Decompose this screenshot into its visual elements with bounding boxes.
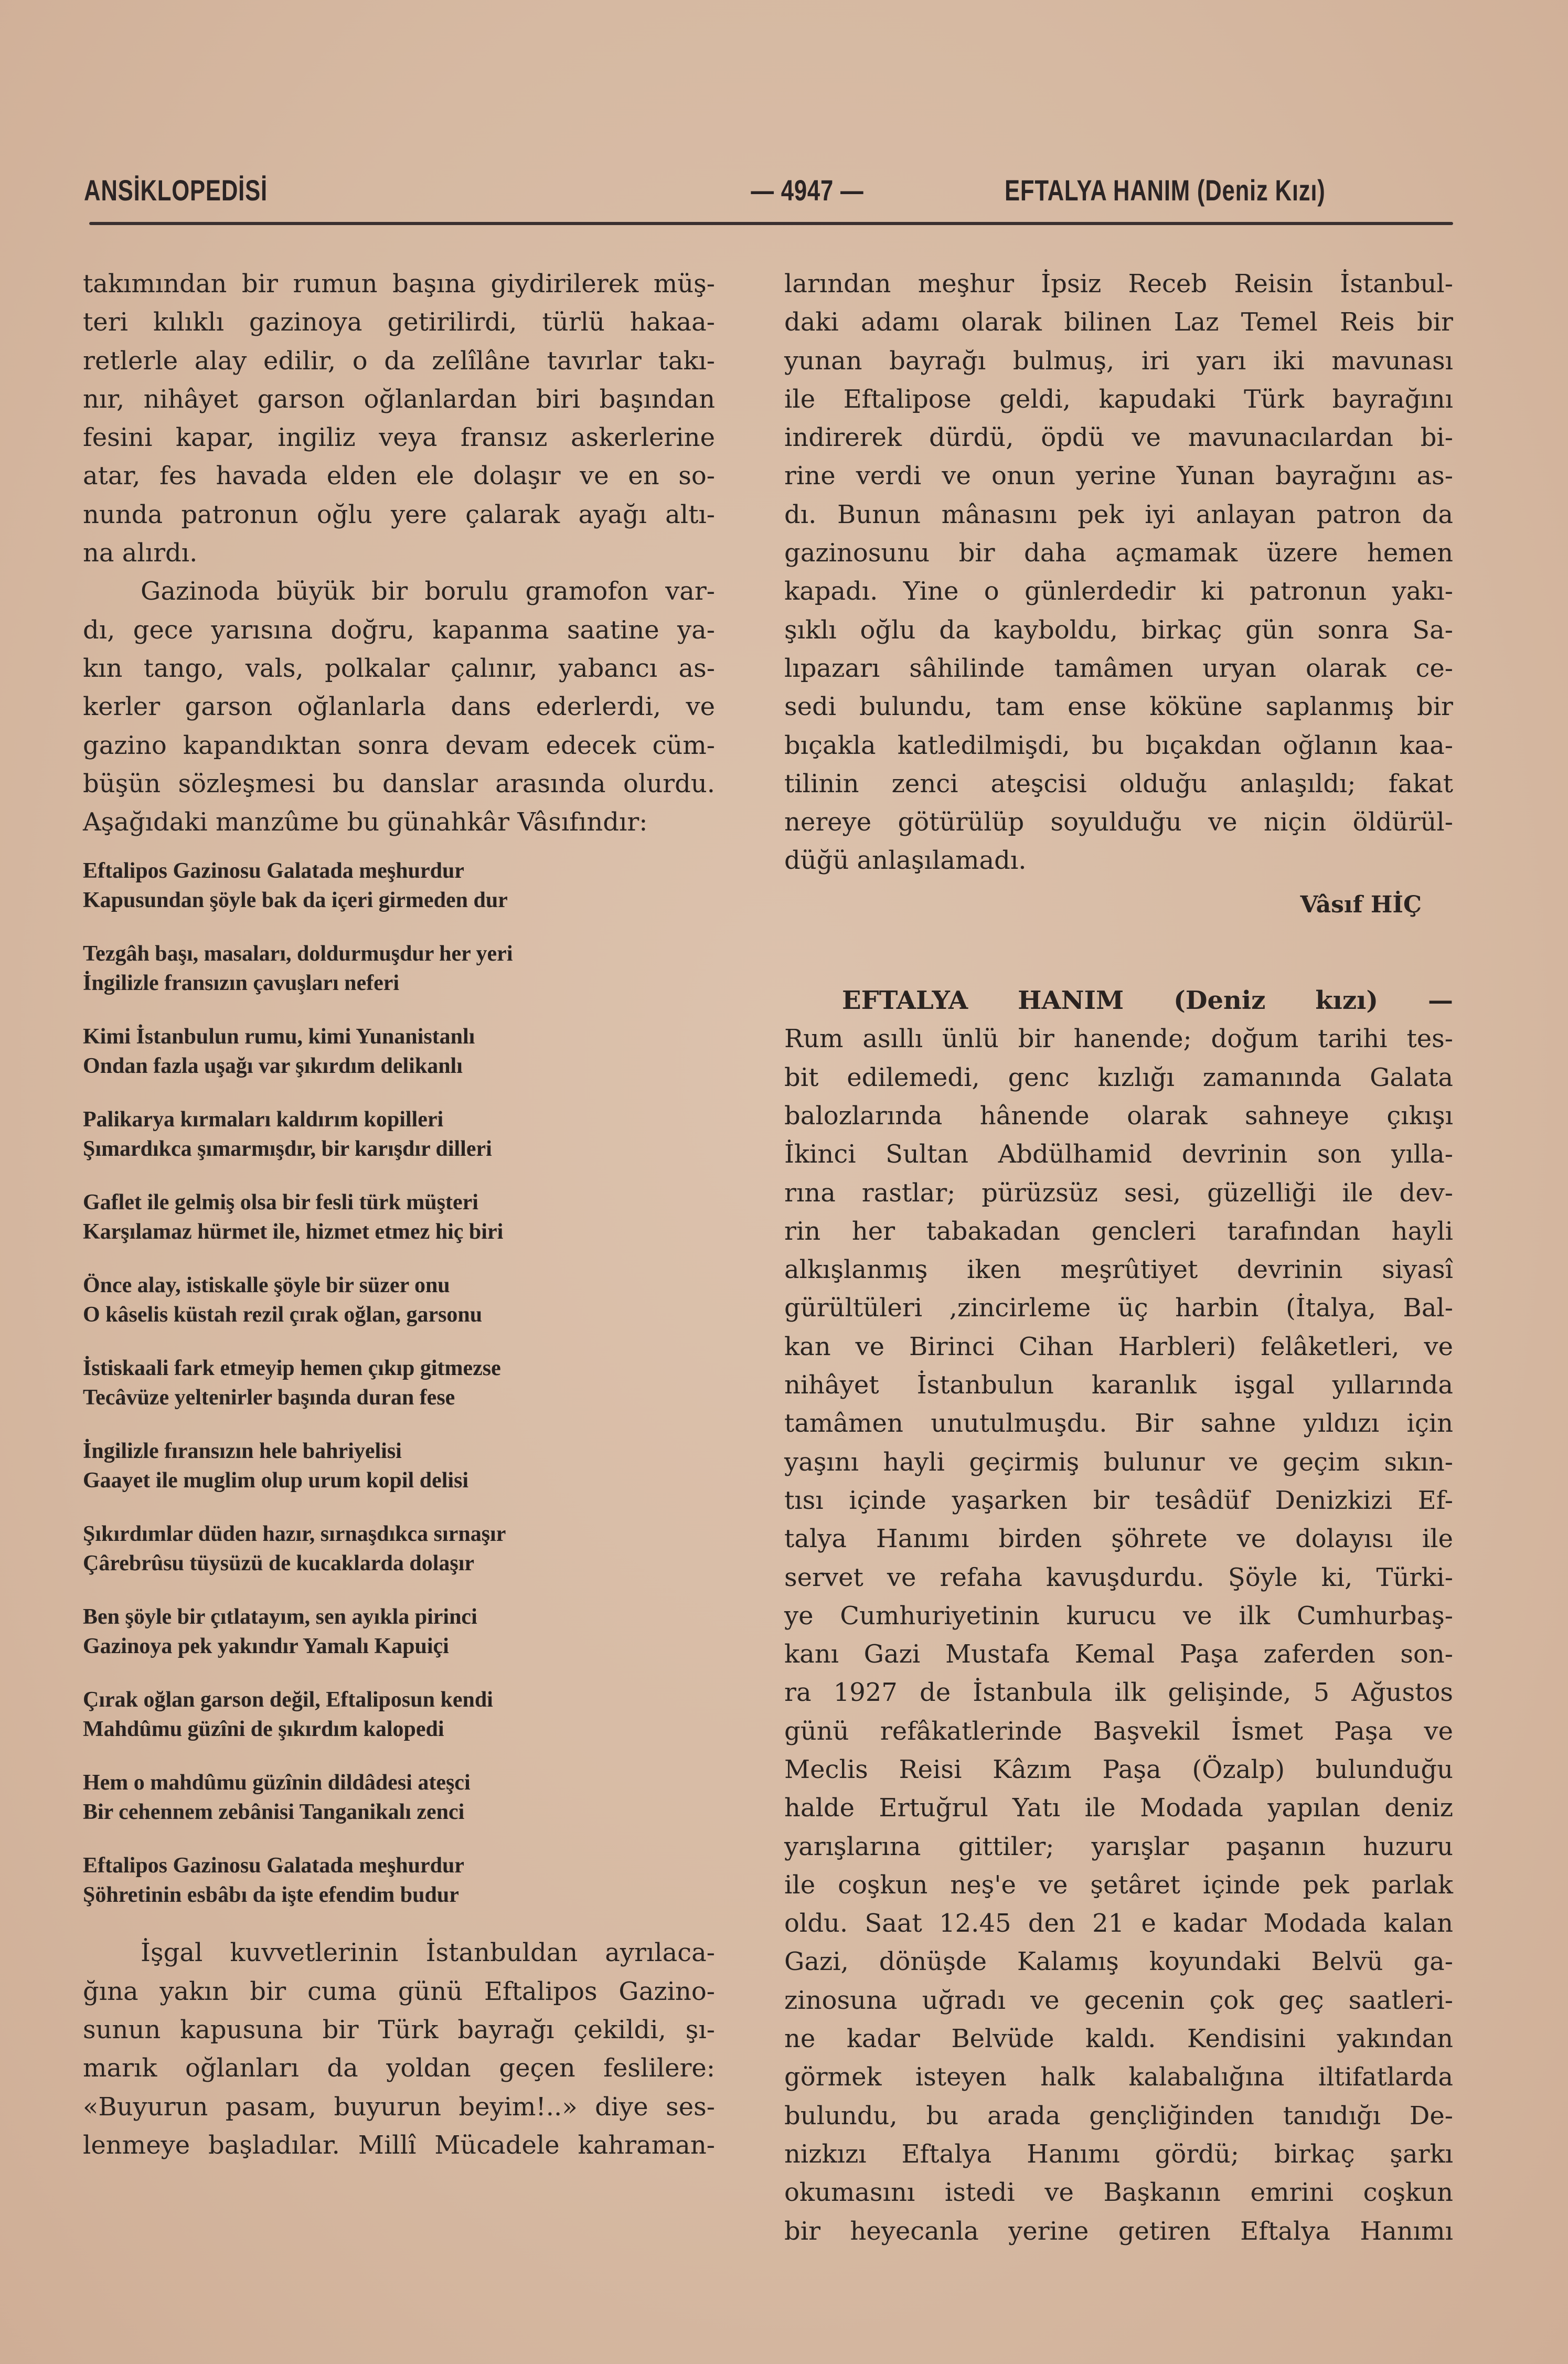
poem-stanza — [83, 1436, 715, 1495]
poem-verse: Tecâvüze yeltenirler başında duran fese — [83, 1386, 455, 1410]
text-line: bulundu, bu arada gençliğinden tanıdığı De- — [784, 2101, 1453, 2131]
text-line: ile coşkun neş'e ve şetâret içinde pek parlak — [784, 1870, 1453, 1900]
poem-verse: Çârebrûsu tüysüzü de kucaklarda dolaşır — [83, 1551, 475, 1576]
text-line: görmek isteyen halk kalabalığına iltifatlarda — [784, 2062, 1453, 2092]
poem-verse: İngilizle fransızın çavuşları neferi — [83, 971, 400, 996]
text-line: atar, fes havada elden ele dolaşır ve en so- — [83, 461, 715, 491]
text-line: tamâmen unutulmuşdu. Bir sahne yıldızı için — [784, 1409, 1453, 1439]
poem-stanza — [83, 856, 715, 915]
text-line: sunun kapusuna bir Türk bayrağı çekildi, şı- — [83, 2015, 715, 2045]
text-line: bir heyecanla yerine getiren Eftalya Hanımı — [784, 2216, 1453, 2246]
entry-eftalya-hanim — [784, 982, 1453, 2251]
poem-verse: Ondan fazla uşağı var şıkırdım delikanlı — [83, 1054, 463, 1079]
poem-verse: Önce alay, istiskalle şöyle bir süzer onu — [83, 1273, 450, 1298]
text-line: ğına yakın bir cuma günü Eftalipos Gazino- — [83, 1976, 715, 2006]
poem-verse: Şöhretinin esbâbı da işte efendim budur — [83, 1883, 459, 1908]
text-line: oldu. Saat 12.45 den 21 e kadar Modada kalan — [784, 1909, 1453, 1939]
author-signature: Vâsıf HİÇ — [1300, 891, 1422, 918]
poem-verse: Ben şöyle bir çıtlatayım, sen ayıkla pirinci — [83, 1605, 477, 1630]
poem-verse: Gaayet ile muglim olup urum kopil delisi — [83, 1468, 469, 1493]
poem-verse: Şıkırdımlar düden hazır, sırnaşdıkca sırnaşır — [83, 1522, 506, 1547]
text-line: retlerle alay edilir, o da zelîlâne tavırlar takı- — [83, 346, 715, 376]
entry-heading: EFTALYA HANIM (Deniz kızı) — — [842, 986, 1453, 1016]
poem-verse: Çırak oğlan garson değil, Eftaliposun kendi — [83, 1688, 493, 1712]
paragraph-cafe-story — [83, 265, 715, 572]
poem — [83, 856, 715, 1910]
text-line: zinosuna uğradı ve gecenin çok geç saatleri- — [784, 1985, 1453, 2015]
text-line: kapadı. Yine o günlerdedir ki patronun yakı- — [784, 577, 1453, 606]
poem-stanza — [83, 1768, 715, 1827]
paragraph-gramophone — [83, 572, 715, 842]
text-line: sedi bulundu, tam ense köküne saplanmış bir — [784, 692, 1453, 722]
text-line: rına rastlar; pürüzsüz sesi, güzelliği ile dev- — [784, 1178, 1453, 1208]
paragraph-flag-incident — [83, 1934, 715, 2165]
text-line: ra 1927 de İstanbula ilk gelişinde, 5 Ağustos — [784, 1678, 1453, 1708]
poem-verse: O kâselis küstah rezil çırak oğlan, garsonu — [83, 1303, 483, 1327]
text-line: yaşını hayli geçirmiş bulunur ve geçim sıkın- — [784, 1447, 1453, 1477]
text-line: İşgal kuvvetlerinin İstanbuldan ayrılaca- — [141, 1938, 715, 1968]
header-encyclopedia-title: ANSİKLOPEDİSİ — [84, 174, 268, 207]
text-line: fesini kapar, ingiliz veya fransız askerlerine — [83, 423, 715, 453]
text-line: nereye götürülüp soyulduğu ve niçin öldürül- — [784, 807, 1453, 837]
poem-verse: Eftalipos Gazinosu Galatada meşhurdur — [83, 859, 464, 883]
text-line: yarışlarına gittiler; yarışlar paşanın huzuru — [784, 1831, 1453, 1861]
text-line: ye Cumhuriyetinin kurucu ve ilk Cumhurbaş- — [784, 1601, 1453, 1631]
poem-stanza — [83, 1519, 715, 1578]
text-line: dı, gece yarısına doğru, kapanma saatine ya- — [83, 615, 715, 645]
poem-verse: Kapusundan şöyle bak da içeri girmeden dur — [83, 888, 508, 913]
text-line: Aşağıdaki manzûme bu günahkâr Vâsıfındır: — [83, 807, 648, 837]
text-line: kın tango, vals, polkalar çalınır, yabancı as- — [83, 653, 715, 683]
poem-stanza — [83, 1105, 715, 1164]
text-line: kerler garson oğlanlarla dans ederlerdi, ve — [83, 692, 715, 722]
text-line: Gazinoda büyük bir borulu gramofon var- — [141, 577, 715, 606]
poem-stanza — [83, 1602, 715, 1661]
text-line: lenmeye başladılar. Millî Mücadele kahraman- — [83, 2130, 715, 2160]
text-line: daki adamı olarak bilinen Laz Temel Reis bir — [784, 307, 1453, 337]
poem-verse: İngilizle fıransızın hele bahriyelisi — [83, 1439, 402, 1464]
poem-stanza — [83, 939, 715, 998]
text-line: yunan bayrağı bulmuş, iri yarı iki mavunası — [784, 346, 1453, 376]
poem-verse: Şımardıkca şımarmışdır, bir karışdır dilleri — [83, 1137, 492, 1162]
header-rule — [89, 222, 1453, 225]
text-line: takımından bir rumun başına giydirilerek müş- — [83, 269, 715, 299]
text-line: bıçakla katledilmişdi, bu bıçakdan oğlanın kaa- — [784, 730, 1453, 760]
poem-verse: Kimi İstanbulun rumu, kimi Yunanistanlı — [83, 1025, 475, 1049]
poem-verse: İstiskaali fark etmeyip hemen çıkıp gitmezse — [83, 1356, 501, 1381]
poem-stanza — [83, 1271, 715, 1329]
paragraph-flag-incident-continued — [784, 265, 1453, 880]
text-line: rine verdi ve onun yerine Yunan bayrağını as- — [784, 461, 1453, 491]
header-page-number: — 4947 — — [751, 174, 864, 207]
poem-stanza — [83, 1188, 715, 1247]
text-line: bit edilemedi, genc kızlığı zamanında Galata — [784, 1062, 1453, 1092]
text-line: larından meşhur İpsiz Receb Reisin İstanbul- — [784, 269, 1453, 299]
text-line: nihâyet İstanbulun karanlık işgal yıllarında — [784, 1370, 1453, 1400]
text-line: Gazi, dönüşde Kalamış koyundaki Belvü ga- — [784, 1947, 1453, 1977]
text-line: düğü anlaşılamadı. — [784, 846, 1027, 876]
text-line: şıklı oğlu da kayboldu, birkaç gün sonra Sa- — [784, 615, 1453, 645]
poem-verse: Gazinoya pek yakındır Yamalı Kapuiçi — [83, 1634, 449, 1659]
right-column — [784, 265, 1453, 2251]
text-line: kan ve Birinci Cihan Harbleri) felâketleri, ve — [784, 1332, 1453, 1361]
text-line: talya Hanımı birden şöhrete ve dolayısı ile — [784, 1524, 1453, 1554]
text-line: gazino kapandıktan sonra devam edecek cüm- — [83, 730, 715, 760]
poem-verse: Palikarya kırmaları kaldırım kopilleri — [83, 1108, 444, 1132]
text-line: gazinosunu bir daha açmamak üzere hemen — [784, 538, 1453, 568]
text-line: marık oğlanları da yoldan geçen feslilere: — [83, 2053, 715, 2083]
running-header — [84, 173, 1326, 220]
text-line: teri kılıklı gazinoya getirilirdi, türlü hakaa- — [83, 307, 715, 337]
poem-verse: Hem o mahdûmu güzînin dildâdesi ateşci — [83, 1771, 471, 1795]
text-line: günü refâkatlerinde Başvekil İsmet Paşa ve — [784, 1716, 1453, 1746]
text-line: lıpazarı sâhilinde tamâmen uryan olarak ce- — [784, 653, 1453, 683]
text-line: ile Eftalipose geldi, kapudaki Türk bayrağını — [784, 384, 1453, 414]
poem-verse: Bir cehennem zebânisi Tanganikalı zenci — [83, 1800, 465, 1825]
text-line: alkışlanmış iken meşrûtiyet devrinin siyasî — [784, 1255, 1453, 1285]
text-line: «Buyurun pasam, buyurun beyim!..» diye ses- — [83, 2092, 715, 2122]
text-line: nır, nihâyet garson oğlanlardan biri başından — [83, 384, 715, 414]
poem-stanza — [83, 1685, 715, 1744]
text-line: servet ve refaha kavuşdurdu. Şöyle ki, Türki- — [784, 1562, 1453, 1592]
text-line: Rum asıllı ünlü bir hanende; doğum tarihi tes- — [784, 1024, 1453, 1054]
header-entry-title: EFTALYA HANIM (Deniz Kızı) — [1004, 174, 1326, 207]
poem-verse: Tezgâh başı, masaları, doldurmuşdur her yeri — [83, 942, 513, 966]
text-line: tilinin zenci ateşcisi olduğu anlaşıldı; fakat — [784, 769, 1453, 798]
text-line: Meclis Reisi Kâzım Paşa (Özalp) bulunduğu — [784, 1754, 1453, 1784]
poem-verse: Mahdûmu güzîni de şıkırdım kalopedi — [83, 1717, 444, 1742]
poem-stanza — [83, 1354, 715, 1412]
text-line: okumasını istedi ve Başkanın emrini coşkun — [784, 2178, 1453, 2208]
text-line: dı. Bunun mânasını pek iyi anlayan patron da — [784, 499, 1453, 529]
poem-verse: Gaflet ile gelmiş olsa bir fesli türk müşteri — [83, 1190, 478, 1215]
text-line: kanı Gazi Mustafa Kemal Paşa zaferden son- — [784, 1639, 1453, 1669]
poem-verse: Eftalipos Gazinosu Galatada meşhurdur — [83, 1854, 464, 1878]
text-line: rin her tabakadan gencleri tarafından hayli — [784, 1216, 1453, 1246]
text-line: gürültüleri ,zincirleme üç harbin (İtalya, Bal- — [784, 1293, 1453, 1323]
text-line: halde Ertuğrul Yatı ile Modada yapılan deniz — [784, 1793, 1453, 1823]
text-line: ne kadar Belvüde kaldı. Kendisini yakından — [784, 2024, 1453, 2054]
poem-stanza — [83, 1022, 715, 1081]
text-line: tısı içinde yaşarken bir tesâdüf Denizkizi Ef- — [784, 1485, 1453, 1515]
text-line: nunda patronun oğlu yere çalarak ayağı altı- — [83, 499, 715, 529]
text-line: büşün sözleşmesi bu danslar arasında olurdu. — [83, 769, 715, 798]
text-line: balozlarında hânende olarak sahneye çıkışı — [784, 1101, 1453, 1131]
left-column — [83, 265, 715, 2165]
poem-verse: Karşılamaz hürmet ile, hizmet etmez hiç biri — [83, 1220, 504, 1244]
entry-spacer — [784, 924, 1453, 982]
text-line: nizkızı Eftalya Hanımı gördü; birkaç şarkı — [784, 2139, 1453, 2169]
text-line: İkinci Sultan Abdülhamid devrinin son yılla- — [784, 1140, 1453, 1169]
text-line: indirerek dürdü, öpdü ve mavunacılardan bi- — [784, 423, 1453, 453]
text-line: na alırdı. — [83, 538, 198, 568]
poem-stanza — [83, 1851, 715, 1910]
